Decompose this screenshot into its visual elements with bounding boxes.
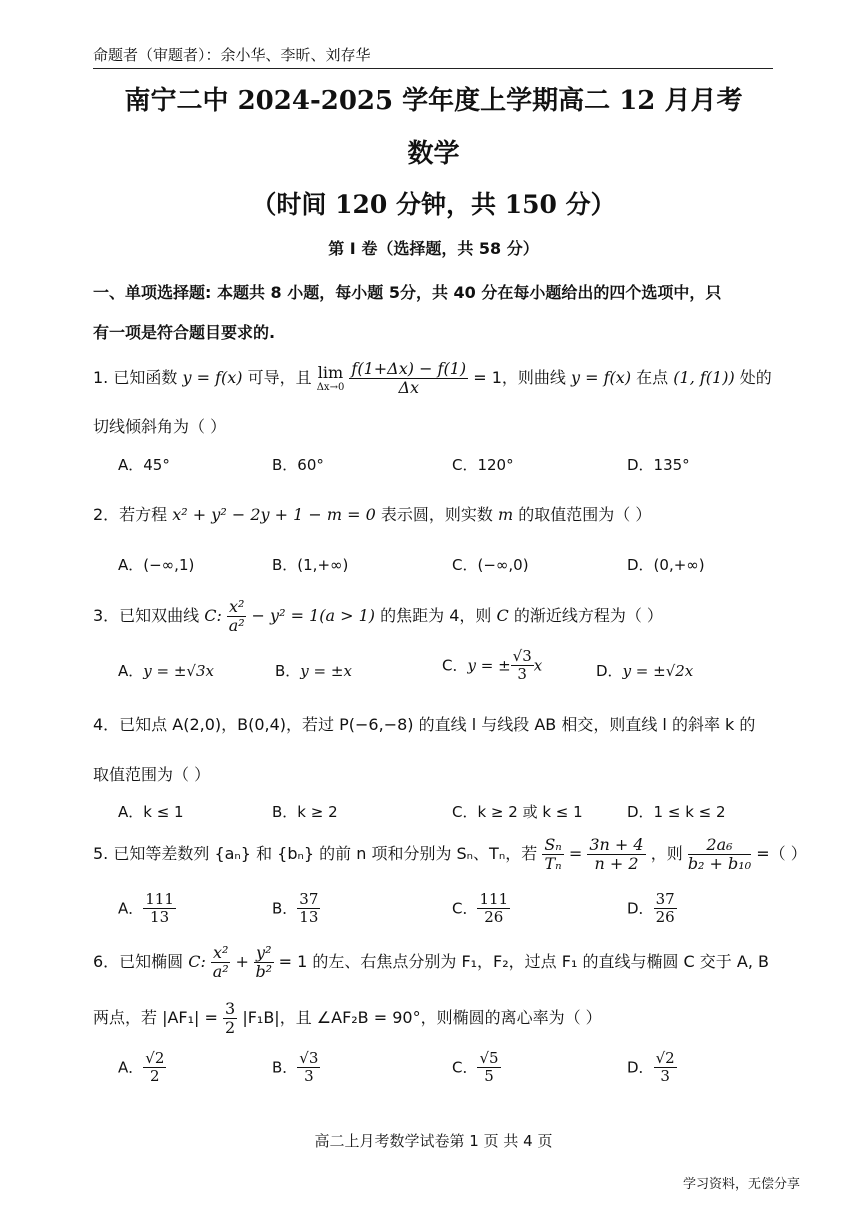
q3-option-c-frac: [511, 648, 534, 684]
authors-line: 命题者（审题者）：余小华、李昕、刘存华: [93, 44, 773, 69]
q5-frac-2-num: 3n + 4: [589, 834, 644, 854]
q5-frac-1: [542, 836, 563, 874]
q5-option-c: [452, 891, 510, 927]
q6-ratio-frac: [223, 1000, 237, 1038]
q1-lim: lim: [317, 362, 344, 382]
q3-option-c-pre: y = ±: [467, 656, 511, 675]
q3-curve-ref: C: [496, 606, 509, 625]
q5-option-d-label: D．: [627, 899, 654, 918]
q1-lim-sub: Δx→0: [316, 381, 345, 393]
q3-option-d-math: y = ±√2x: [622, 662, 694, 680]
q5-text-c: =（ ）: [756, 844, 807, 863]
q6-frac-1: [211, 944, 230, 982]
q6-option-d-frac: [654, 1050, 677, 1086]
q3-option-c-num: √3: [512, 647, 532, 665]
section-heading-line1: 一、单项选择题: 本题共 8 小题，每小题 5分，共 40 分在每小题给出的四个选项中，只: [93, 283, 722, 302]
q3-option-a: [118, 660, 214, 681]
q6-option-d-num: √2: [655, 1049, 675, 1067]
section-heading-line2: 有一项是符合题目要求的.: [93, 323, 276, 342]
q5-option-c-den: 26: [484, 908, 504, 927]
q6-option-b-num: √3: [299, 1049, 319, 1067]
q1-text-d: 在点: [636, 368, 669, 387]
q6-option-c: [452, 1050, 501, 1086]
q5-option-a-frac: [143, 891, 176, 927]
question-6-line1: [93, 942, 769, 982]
q1-curve: y = f(x): [571, 368, 632, 387]
q5-equals: =: [568, 844, 583, 863]
question-4-line2: 取值范围为（ ）: [93, 765, 211, 784]
q6-plus: +: [235, 952, 249, 971]
q5-option-b-label: B．: [272, 899, 298, 918]
q3-curve-name: C:: [204, 606, 222, 625]
q5-option-d: [627, 891, 677, 927]
q5-option-c-frac: [477, 891, 510, 927]
q5-option-d-num: 37: [655, 890, 675, 908]
q2-text-c: 的取值范围为（ ）: [518, 505, 652, 524]
part-heading: 第 I 卷（选择题，共 58 分）: [328, 239, 539, 258]
q6-line2-a: 两点，若 |AF₁| =: [93, 1008, 218, 1027]
q1-text-b: 可导，且: [247, 368, 312, 387]
q2-text-b: 表示圆，则实数: [380, 505, 493, 524]
question-5: [93, 834, 807, 874]
q5-frac-1-den: Tₙ: [544, 854, 562, 873]
q4-option-c: C．k ≥ 2 或 k ≤ 1: [452, 803, 583, 821]
q3-text-b: 的焦距为 4，则: [380, 606, 492, 625]
q5-option-d-frac: [654, 891, 677, 927]
q6-text-a: 6．已知椭圆: [93, 952, 184, 971]
q5-option-a-den: 13: [150, 908, 170, 927]
q6-option-b-label: B．: [272, 1058, 298, 1077]
q3-text-c: 的渐近线方程为（ ）: [513, 606, 663, 625]
q6-option-c-num: √5: [479, 1049, 499, 1067]
question-4-line1: 4．已知点 A(2,0)，B(0,4)，若过 P(−6,−8) 的直线 l 与线段 AB 相交，则直线 l 的斜率 k 的: [93, 715, 756, 734]
q6-frac-2: [254, 944, 273, 982]
duration-line: （时间 120 分钟，共 150 分）: [251, 190, 616, 219]
q6-option-a: [118, 1050, 166, 1086]
q6-curve-name: C:: [188, 952, 206, 971]
q1-point: (1, f(1)): [673, 368, 735, 387]
q2-option-a: A．(−∞,1): [118, 556, 195, 574]
q4-option-b: B．k ≥ 2: [272, 803, 338, 821]
q5-text-b: ，则: [650, 844, 683, 863]
q6-option-a-den: 2: [150, 1067, 160, 1086]
q6-frac-1-num: x²: [213, 942, 229, 962]
q6-option-a-frac: [143, 1050, 166, 1086]
q2-equation: x² + y² − 2y + 1 − m = 0: [172, 505, 376, 524]
q3-fraction: [227, 598, 246, 636]
subject-title: 数学: [407, 139, 460, 169]
q1-limit: [317, 364, 345, 394]
q1-option-b: B．60°: [272, 456, 324, 474]
q4-option-a: A．k ≤ 1: [118, 803, 184, 821]
q3-option-c-post: x: [533, 656, 543, 675]
q3-option-c: [442, 648, 542, 684]
question-1-line1: [93, 358, 772, 398]
q6-option-c-den: 5: [484, 1067, 494, 1086]
q5-frac-2: [587, 836, 645, 874]
q5-option-b-den: 13: [299, 908, 319, 927]
q6-ratio-den: 2: [225, 1018, 236, 1037]
q2-option-d: D．(0,+∞): [627, 556, 705, 574]
q6-option-c-label: C．: [452, 1058, 478, 1077]
q5-frac-2-den: n + 2: [594, 854, 639, 873]
q5-option-b: [272, 891, 320, 927]
q6-option-b-den: 3: [304, 1067, 314, 1086]
q6-option-b: [272, 1050, 320, 1086]
q1-fraction: [349, 360, 468, 398]
q2-text-a: 2．若方程: [93, 505, 168, 524]
q6-option-a-label: A．: [118, 1058, 144, 1077]
q3-option-b: [275, 660, 352, 681]
q1-text-a: 1. 已知函数: [93, 368, 178, 387]
q6-option-b-frac: [297, 1050, 320, 1086]
q5-option-c-label: C．: [452, 899, 478, 918]
q1-function: y = f(x): [182, 368, 243, 387]
page-footer: 高二上月考数学试卷第 1 页 共 4 页: [314, 1132, 553, 1150]
q1-text-e: 处的: [739, 368, 772, 387]
q6-ratio-num: 3: [225, 998, 236, 1018]
question-6-line2: [93, 998, 602, 1038]
q3-option-b-math: y = ±x: [300, 662, 352, 680]
q6-option-d-label: D．: [627, 1058, 654, 1077]
q2-variable: m: [498, 505, 514, 524]
q3-option-a-math: y = ±√3x: [143, 662, 214, 680]
q2-option-b: B．(1,+∞): [272, 556, 349, 574]
q5-option-c-num: 111: [479, 890, 509, 908]
q6-text-b: = 1 的左、右焦点分别为 F₁，F₂，过点 F₁ 的直线与椭圆 C 交于 A, B: [278, 952, 769, 971]
q6-frac-2-num: y²: [256, 942, 272, 962]
q5-option-a: [118, 891, 176, 927]
q6-option-c-frac: [477, 1050, 500, 1086]
q2-option-c: C．(−∞,0): [452, 556, 529, 574]
q3-option-c-label: C．: [442, 656, 468, 675]
q3-text-a: 3．已知双曲线: [93, 606, 200, 625]
q5-option-b-frac: [297, 891, 320, 927]
q6-line2-b: |F₁B|，且 ∠AF₂B = 90°，则椭圆的离心率为（ ）: [242, 1008, 602, 1027]
question-1-line2: 切线倾斜角为（ ）: [93, 417, 227, 436]
q5-option-a-num: 111: [145, 890, 174, 908]
q5-frac-3-num: 2a₆: [688, 836, 751, 855]
share-note: 学习资料，无偿分享: [683, 1177, 801, 1192]
q5-option-b-num: 37: [299, 890, 319, 908]
q3-option-d-label: D．: [596, 662, 623, 680]
q3-option-d: [596, 660, 693, 681]
q6-option-d-den: 3: [660, 1067, 670, 1086]
q1-frac-num: f(1+Δx) − f(1): [351, 358, 467, 378]
q3-option-a-label: A．: [118, 662, 144, 680]
exam-title: 南宁二中 2024-2025 学年度上学期高二 12 月月考: [124, 86, 743, 116]
q5-text-a: 5. 已知等差数列 {aₙ} 和 {bₙ} 的前 n 项和分别为 Sₙ、Tₙ，若: [93, 844, 538, 863]
q5-frac-1-num: Sₙ: [544, 834, 562, 854]
question-2: [93, 502, 651, 525]
q1-option-d: D．135°: [627, 456, 690, 474]
q6-option-a-num: √2: [145, 1049, 165, 1067]
q3-option-c-den: 3: [517, 665, 527, 684]
q5-option-a-label: A．: [118, 899, 144, 918]
q3-frac-num: x²: [229, 596, 245, 616]
q6-option-d: [627, 1050, 677, 1086]
q1-text-c: = 1，则曲线: [473, 368, 566, 387]
q1-option-c: C．120°: [452, 456, 514, 474]
q5-frac-3-den: b₂ + b₁₀: [687, 854, 752, 873]
q3-frac-den: a²: [228, 616, 245, 635]
q6-frac-1-den: a²: [212, 962, 229, 981]
q5-frac-3: [688, 836, 751, 874]
q6-frac-2-den: b²: [255, 962, 273, 981]
q1-frac-den: Δx: [398, 378, 420, 397]
q4-option-d: D．1 ≤ k ≤ 2: [627, 803, 726, 821]
q3-option-b-label: B．: [275, 662, 301, 680]
q1-option-a: A．45°: [118, 456, 170, 474]
q5-option-d-den: 26: [655, 908, 675, 927]
question-3: [93, 596, 663, 636]
q3-equation: − y² = 1(a > 1): [251, 606, 376, 625]
